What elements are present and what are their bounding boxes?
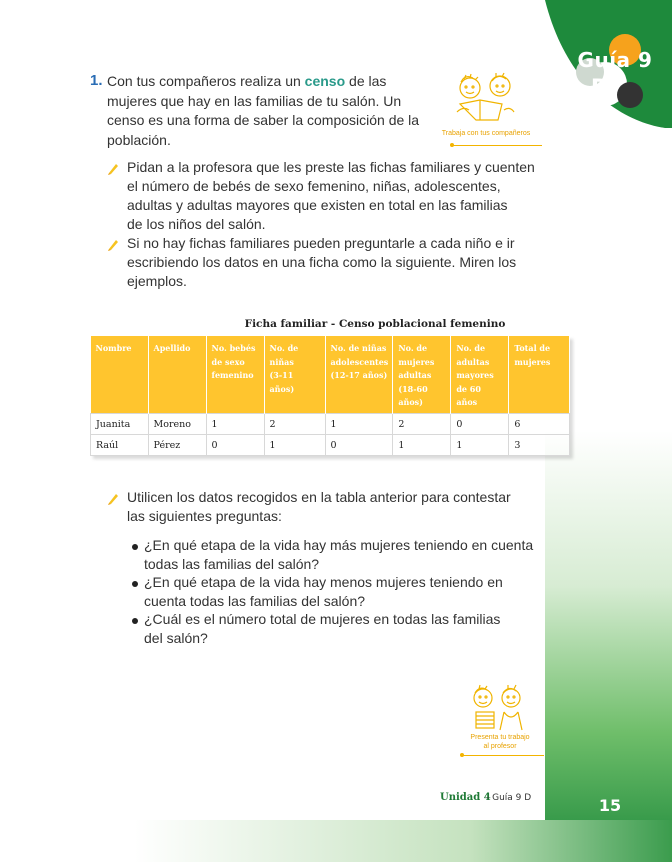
- pencil-bullet-icon: [107, 162, 120, 175]
- question-dot: [132, 581, 138, 587]
- bullet-2-text: [127, 234, 537, 291]
- table-cell: Juanita: [91, 413, 149, 434]
- page-number: 15: [598, 796, 622, 815]
- badge-bottom-caption-line: Presenta tu trabajo: [470, 734, 530, 741]
- bullet-2-line: escribiendo los datos en una ficha como la siguiente. Miren los: [127, 254, 517, 270]
- intro-text-after: de las mujeres que hay en las familias de tu salón. Un censo es una forma de saber la composición de la población.: [107, 73, 420, 148]
- badge-top-underline: [452, 145, 542, 146]
- table-title: Ficha familiar - Censo poblacional femenino: [244, 318, 506, 330]
- table-cell: 6: [509, 413, 570, 434]
- table-cell: 0: [451, 413, 509, 434]
- question-2: [144, 573, 544, 610]
- question-line: del salón?: [144, 629, 208, 646]
- footer-unit: Unidad 4: [440, 792, 491, 803]
- header-cell: Nombre: [91, 336, 149, 413]
- bottom-gradient-band: [0, 820, 672, 862]
- census-table: [90, 336, 570, 456]
- bullet-1-line: Pidan a la profesora que les preste las fichas familiares y cuenten: [127, 159, 535, 175]
- header-cell: No. de adultas mayores de 60 años: [451, 336, 509, 413]
- bullet-1-text: [127, 158, 537, 234]
- question-number: 1.: [90, 72, 103, 89]
- bullet-2-line: ejemplos.: [127, 273, 187, 289]
- bullet-1-line: de los niños del salón.: [127, 216, 266, 232]
- question-3: [144, 610, 544, 647]
- table-cell: 0: [206, 434, 264, 455]
- bullet-1-line: adultas y adultas mayores que existen en total en las familias: [127, 197, 508, 213]
- use-data-line: las siguientes preguntas:: [127, 508, 282, 524]
- intro-keyword: censo: [304, 73, 346, 89]
- table-cell: 0: [325, 434, 393, 455]
- table-cell: 2: [393, 413, 451, 434]
- question-1: [144, 536, 544, 573]
- table-cell: Raúl: [91, 434, 149, 455]
- table-cell: 1: [325, 413, 393, 434]
- table-cell: 1: [264, 434, 325, 455]
- pencil-bullet-icon: [107, 238, 120, 251]
- bullet-2-line: Si no hay fichas familiares pueden preguntarle a cada niño e ir: [127, 235, 515, 251]
- table-cell: Pérez: [148, 434, 206, 455]
- question-line: ¿Cuál es el número total de mujeres en todas las familias: [144, 611, 501, 627]
- footer-guide: - Guía 9 D: [486, 793, 532, 803]
- guide-title: Guía 9: [577, 48, 653, 72]
- intro-text-before: Con tus compañeros realiza un: [107, 73, 305, 89]
- badge-bottom-caption-line: al profesor: [483, 743, 517, 750]
- table-cell: Moreno: [148, 413, 206, 434]
- question-line: ¿En qué etapa de la vida hay menos mujeres teniendo en: [144, 574, 503, 590]
- table-cell: 1: [393, 434, 451, 455]
- badge-top-caption: Trabaja con tus compañeros: [441, 130, 531, 137]
- table-row: [91, 434, 570, 455]
- pencil-bullet-icon: [107, 492, 120, 505]
- table-cell: 1: [206, 413, 264, 434]
- badge-top-dot: [450, 143, 454, 147]
- table-cell: 1: [451, 434, 509, 455]
- badge-bottom-caption: [460, 733, 540, 751]
- presenting-children-icon: [466, 684, 532, 734]
- question-dot: [132, 618, 138, 624]
- table-cell: 3: [509, 434, 570, 455]
- use-data-line: Utilicen los datos recogidos en la tabla anterior para contestar: [127, 489, 511, 505]
- badge-bottom-dot: [460, 753, 464, 757]
- header-cell: Total de mujeres: [509, 336, 570, 413]
- header-cell: No. de mujeres adultas (18-60 años): [393, 336, 451, 413]
- bullet-1-line: el número de bebés de sexo femenino, niñas, adolescentes,: [127, 178, 501, 194]
- header-cell: No. de niñas (3-11 años): [264, 336, 325, 413]
- header-cell: Apellido: [148, 336, 206, 413]
- header-cell: No. de niñas adolescentes (12-17 años): [325, 336, 393, 413]
- use-data-text: [127, 488, 537, 526]
- table-row: [91, 413, 570, 434]
- children-illustration-icon: [452, 72, 522, 128]
- badge-bottom-underline: [462, 755, 544, 756]
- question-dot: [132, 544, 138, 550]
- table-cell: 2: [264, 413, 325, 434]
- header-cell: No. bebés de sexo femenino: [206, 336, 264, 413]
- intro-paragraph: [107, 72, 425, 150]
- question-line: todas las familias del salón?: [144, 555, 320, 572]
- question-line: ¿En qué etapa de la vida hay más mujeres teniendo en cuenta: [144, 537, 534, 553]
- guide-letter: D: [590, 76, 610, 101]
- table-header-row: [91, 336, 570, 413]
- question-line: cuenta todas las familias del salón?: [144, 592, 366, 609]
